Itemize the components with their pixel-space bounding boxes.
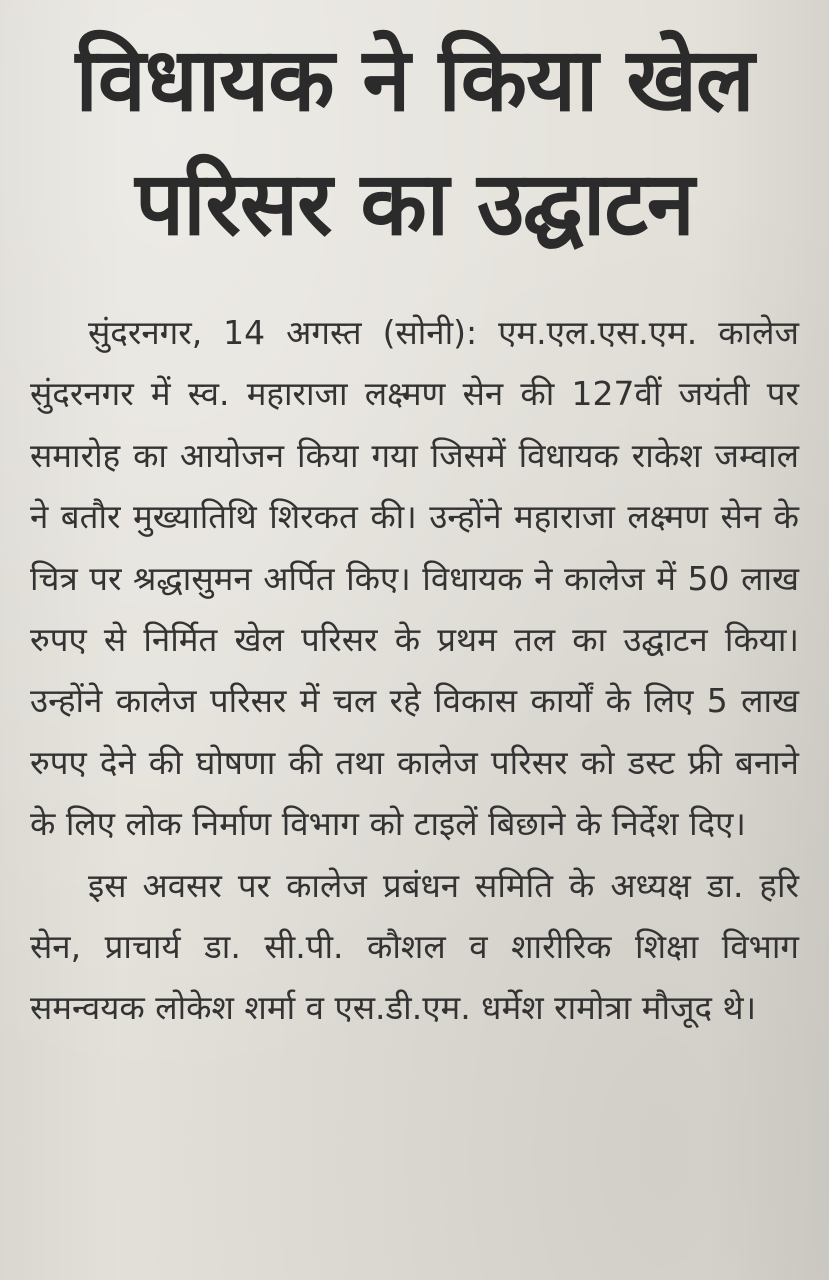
paragraph-1 <box>30 302 799 855</box>
dateline: सुंदरनगर, 14 अगस्त (सोनी): <box>88 313 478 352</box>
headline-line-2: परिसर का उद्घाटन <box>135 152 694 255</box>
article-body <box>30 302 799 1039</box>
headline <box>38 18 792 266</box>
headline-line-1: विधायक ने किया खेल <box>75 28 754 131</box>
paragraph-1-text: एम.एल.एस.एम. कालेज सुंदरनगर में स्व. महाराजा लक्ष्मण सेन की 127वीं जयंती पर समारोह का आयोजन किया गया जिसमें विधायक राकेश जम्वाल ने बतौर मुख्यातिथि शिरकत की। उन्होंने महाराजा लक्ष्मण सेन के चित्र पर श्रद्धासुमन अर्पित किए। विधायक ने कालेज में 50 लाख रुपए से निर्मित खेल परिसर के प्रथम तल का उद्घाटन किया। उन्होंने कालेज परिसर में चल रहे विकास कार्यों के लिए 5 लाख रुपए देने की घोषणा की तथा कालेज परिसर को डस्ट फ्री बनाने के लिए लोक निर्माण विभाग को टाइलें बिछाने के निर्देश दिए। <box>30 313 799 844</box>
paragraph-2: इस अवसर पर कालेज प्रबंधन समिति के अध्यक्ष डा. हरि सेन, प्राचार्य डा. सी.पी. कौशल व शारीरिक शिक्षा विभाग समन्वयक लोकेश शर्मा व एस.डी.एम. धर्मेश रामोत्रा मौजूद थे। <box>30 865 799 1028</box>
